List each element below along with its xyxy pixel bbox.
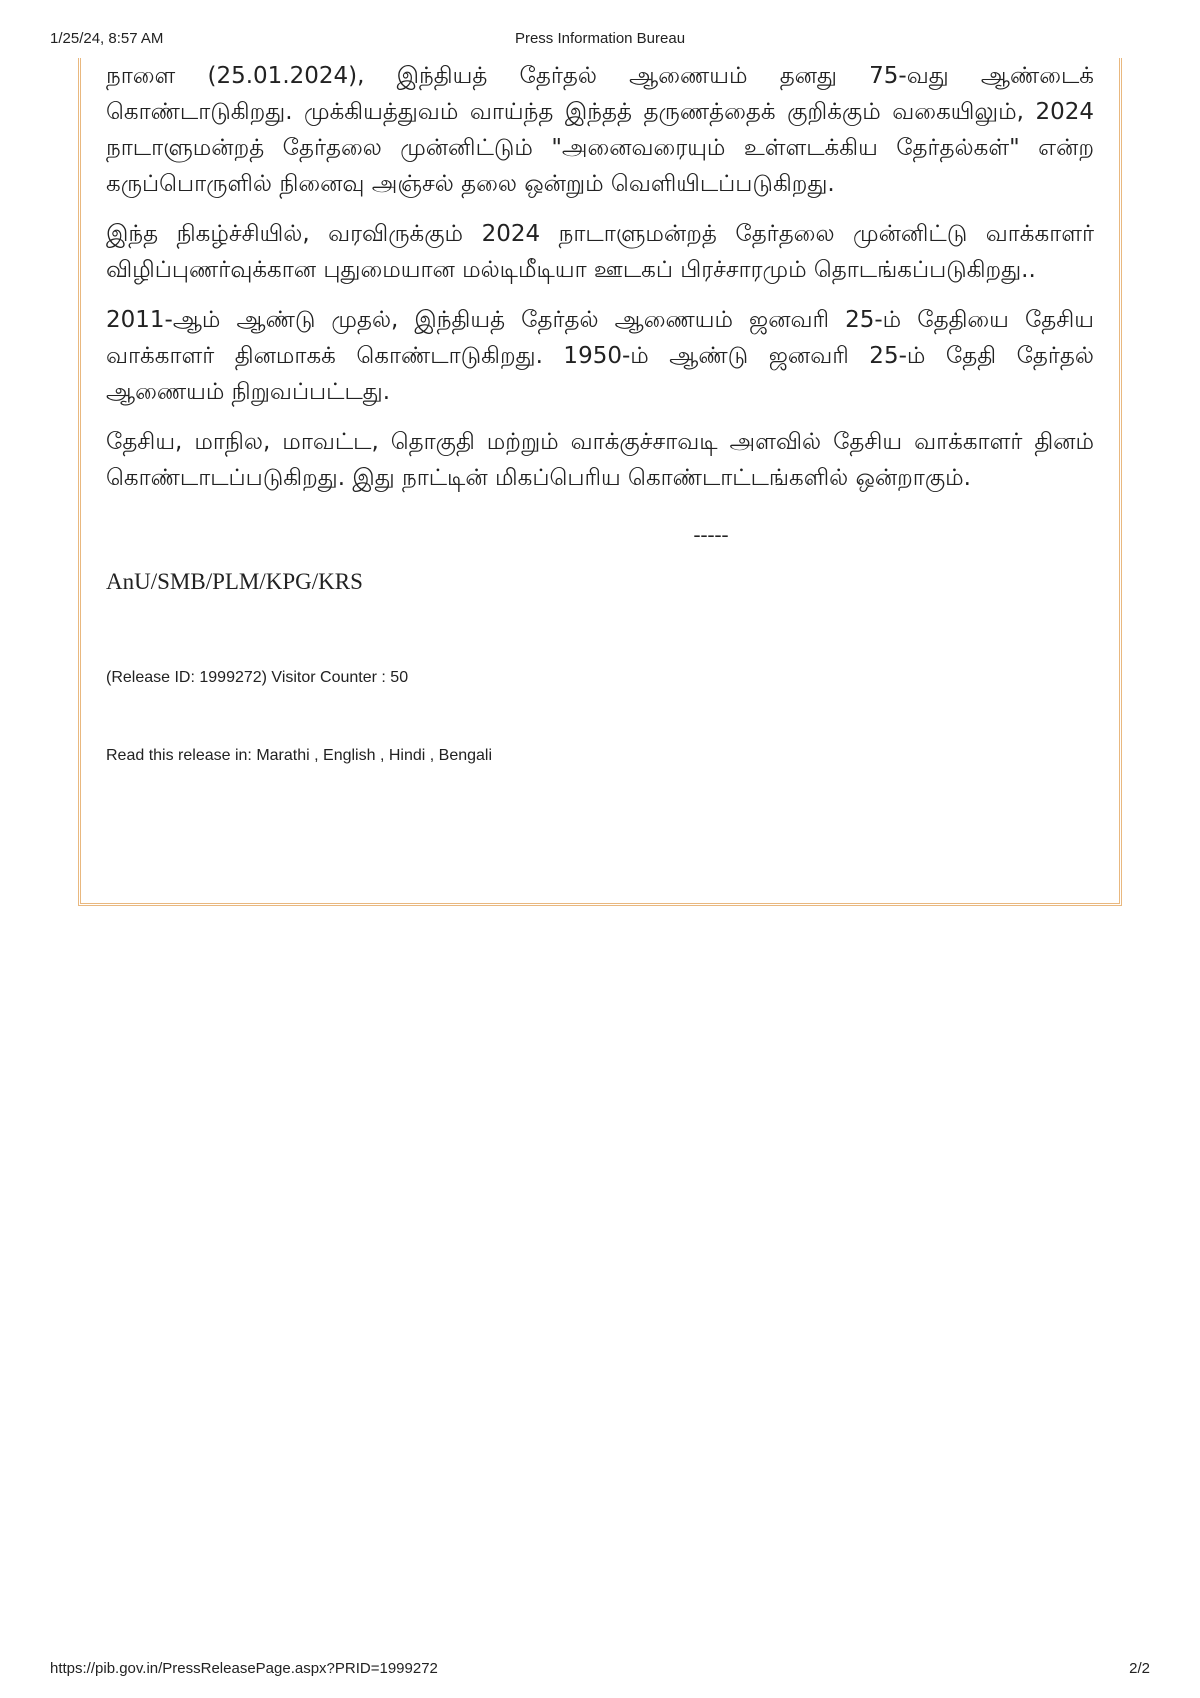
language-separator: , — [375, 747, 389, 764]
release-content — [106, 58, 1094, 765]
language-link-marathi[interactable]: Marathi — [256, 747, 310, 764]
language-link-english[interactable]: English — [323, 747, 376, 764]
paragraph-4: தேசிய, மாநில, மாவட்ட, தொகுதி மற்றும் வாக்குச்சாவடி அளவில் தேசிய வாக்காளர் தினம் கொண்டாடப்படுகிறது. இது நாட்டின் மிகப்பெரிய கொண்டாட்டங்களில் ஒன்றாகும். — [106, 429, 1094, 491]
reference-code: AnU/SMB/PLM/KPG/KRS — [106, 569, 363, 594]
paragraph-3: 2011-ஆம் ஆண்டு முதல், இந்தியத் தேர்தல் ஆணையம் ஜனவரி 25-ம் தேதியை தேசிய வாக்காளர் தினமாகக் கொண்டாடுகிறது. 1950-ம் ஆண்டு ஜனவரி 25-ம் தேதி தேர்தல் ஆணையம் நிறுவப்பட்டது. — [106, 307, 1094, 405]
language-separator: , — [425, 747, 439, 764]
print-footer-page: 2/2 — [1129, 1660, 1150, 1677]
language-link-hindi[interactable]: Hindi — [388, 747, 426, 764]
separator: ----- — [693, 522, 729, 546]
print-header-title: Press Information Bureau — [514, 30, 686, 47]
paragraph-2: இந்த நிகழ்ச்சியில், வரவிருக்கும் 2024 நாடாளுமன்றத் தேர்தலை முன்னிட்டு வாக்காளர் விழிப்புணர்வுக்கான புதுமையான மல்டிமீடியா ஊடகப் பிரச்சாரமும் தொடங்கப்படுகிறது.. — [106, 221, 1094, 283]
read-in-label: Read this release in: — [106, 747, 257, 764]
release-id-line: (Release ID: 1999272) Visitor Counter : 50 — [106, 669, 409, 686]
print-footer-url: https://pib.gov.in/PressReleasePage.aspx?PRID=1999272 — [50, 1660, 438, 1677]
read-in-languages — [106, 747, 1094, 765]
print-header-date: 1/25/24, 8:57 AM — [50, 30, 164, 47]
paragraph-1: நாளை (25.01.2024), இந்தியத் தேர்தல் ஆணையம் தனது 75-வது ஆண்டைக் கொண்டாடுகிறது. முக்கியத்துவம் வாய்ந்த இந்தத் தருணத்தைக் குறிக்கும் வகையிலும், 2024 நாடாளுமன்றத் தேர்தலை முன்னிட்டும் "அனைவரையும் உள்ளடக்கிய தேர்தல்கள்" என்ற கருப்பொருளில் நினைவு அஞ்சல் தலை ஒன்றும் வெளியிடப்படுகிறது. — [106, 63, 1094, 197]
language-separator: , — [309, 747, 324, 764]
language-link-bengali[interactable]: Bengali — [438, 747, 493, 764]
